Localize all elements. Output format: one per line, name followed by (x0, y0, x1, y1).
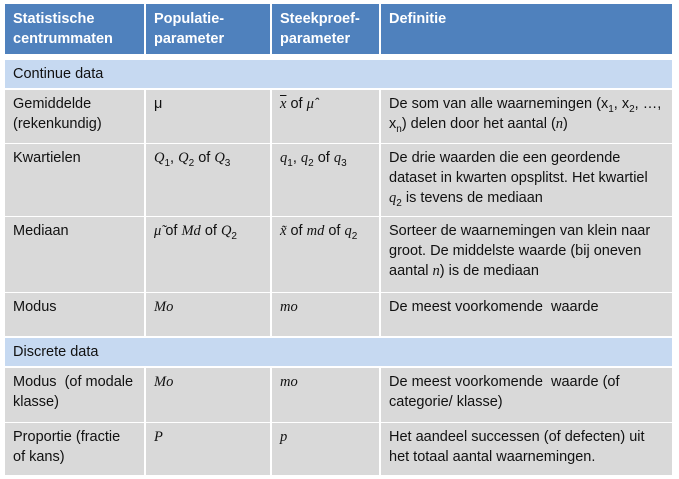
subscript: 3 (224, 157, 231, 169)
header-measure (5, 4, 146, 54)
subscript: 1 (287, 157, 293, 169)
mo-symbol: mo (280, 299, 298, 315)
sample-cell (272, 90, 381, 143)
table-row (5, 367, 672, 422)
measure-cell: Kwartielen (5, 144, 146, 216)
def-text: , …, x (389, 96, 662, 132)
table-row (5, 292, 672, 336)
Q-symbol: Q (214, 150, 225, 166)
def-text: De drie waarden die een geordende dataset in kwarten opsplitst. Het kwartiel (389, 150, 648, 186)
definition-cell (381, 144, 672, 216)
subscript: 3 (341, 157, 347, 169)
mu-symbol: μ (154, 96, 163, 112)
def-text: x (621, 96, 630, 112)
table-row (5, 422, 672, 475)
q-symbol: q (344, 223, 352, 239)
definition-cell: De meest voorkomende waarde (of categorie/ klasse) (389, 374, 624, 410)
def-text: ) (563, 116, 568, 132)
sample-cell (272, 423, 381, 475)
subscript: 1 (164, 157, 171, 169)
header-sample-line2: parameter (280, 31, 351, 47)
q-symbol: q (280, 150, 288, 166)
measure-cell: Proportie (fractie of kans) (5, 423, 146, 475)
of-word: of (328, 223, 341, 239)
definition-cell: Het aandeel successen (of defecten) uit het totaal aantal waarnemingen. (389, 429, 645, 465)
mu-hat-symbol: μ̂ (306, 96, 314, 112)
def-text: ) is de mediaan (439, 263, 539, 279)
population-cell (146, 423, 272, 475)
sample-cell (272, 368, 381, 422)
subscript: 1 (608, 103, 614, 115)
of-word: of (204, 223, 217, 239)
measure-cell: Modus (of modale klasse) (5, 368, 146, 422)
Q-symbol: Q (154, 150, 165, 166)
p-symbol: p (280, 429, 288, 445)
subscript: 2 (231, 230, 237, 242)
def-text: , (613, 96, 618, 112)
section-continuous (5, 60, 672, 89)
definition-cell (381, 90, 672, 143)
def-text: De som van alle waarnemingen (x (389, 96, 609, 112)
subscript: 2 (396, 197, 402, 209)
subscript: 2 (351, 230, 358, 242)
n-symbol: n (432, 263, 440, 279)
table-header (5, 4, 672, 54)
table-row (5, 143, 672, 216)
P-symbol: P (154, 429, 163, 445)
measure-cell: Gemiddelde (rekenkundig) (5, 90, 146, 143)
n-symbol: n (555, 116, 564, 132)
population-cell (146, 90, 272, 143)
mu-tilde-symbol: μ̃ (154, 223, 162, 239)
table-row (5, 89, 672, 143)
header-population-line1: Populatie- (154, 11, 225, 27)
population-cell (146, 144, 272, 216)
comma: , (292, 150, 301, 166)
subscript: 2 (188, 157, 195, 169)
definition-cell (381, 217, 672, 292)
subscript: n (396, 123, 402, 135)
measure-cell: Mediaan (5, 217, 146, 292)
sample-cell (272, 144, 381, 216)
sample-cell (272, 217, 381, 292)
mo-symbol: mo (280, 374, 298, 390)
header-population-line2: parameter (154, 31, 225, 47)
Q-symbol: Q (178, 150, 189, 166)
of-word: of (290, 96, 303, 112)
section-discrete (5, 338, 672, 367)
md-symbol: md (306, 223, 325, 239)
def-text: is tevens de mediaan (401, 190, 543, 206)
x-bar-symbol: $\overline{x}$ (280, 96, 287, 112)
section-title: Continue data (13, 66, 104, 82)
of-word: of (290, 223, 303, 239)
Md-symbol: Md (181, 223, 201, 239)
x-tilde-symbol: x̃ (280, 223, 287, 239)
table-row (5, 216, 672, 292)
q-symbol: q (333, 150, 342, 166)
measure-cell: Modus (5, 293, 146, 336)
header-sample-line1: Steekproef- (280, 11, 360, 27)
section-title: Discrete data (13, 344, 99, 360)
definition-cell: De meest voorkomende waarde (389, 299, 599, 315)
statistics-table (5, 4, 672, 475)
population-cell (146, 293, 272, 336)
header-measure-line1: Statistische (13, 11, 95, 27)
population-cell (146, 368, 272, 422)
header-measure-line2: centrummaten (13, 31, 113, 47)
sample-cell (272, 293, 381, 336)
def-text: ) delen door het aantal ( (401, 116, 556, 132)
of-word: of (165, 223, 178, 239)
header-population (146, 4, 272, 54)
def-text: Sorteer de waarnemingen van klein naar groot. De middelste waarde (bij oneven aantal (389, 223, 651, 279)
header-definition: Definitie (389, 11, 447, 27)
header-sample (272, 4, 381, 54)
of-word: of (317, 150, 330, 166)
Q-symbol: Q (220, 223, 232, 239)
Mo-symbol: Mo (154, 299, 174, 315)
subscript: 2 (308, 157, 314, 169)
Mo-symbol: Mo (154, 374, 174, 390)
subscript: 2 (629, 103, 635, 115)
q-symbol: q (389, 190, 397, 206)
population-cell (146, 217, 272, 292)
of-word: of (198, 150, 211, 166)
q-symbol: q (300, 150, 309, 166)
comma: , (170, 150, 179, 166)
